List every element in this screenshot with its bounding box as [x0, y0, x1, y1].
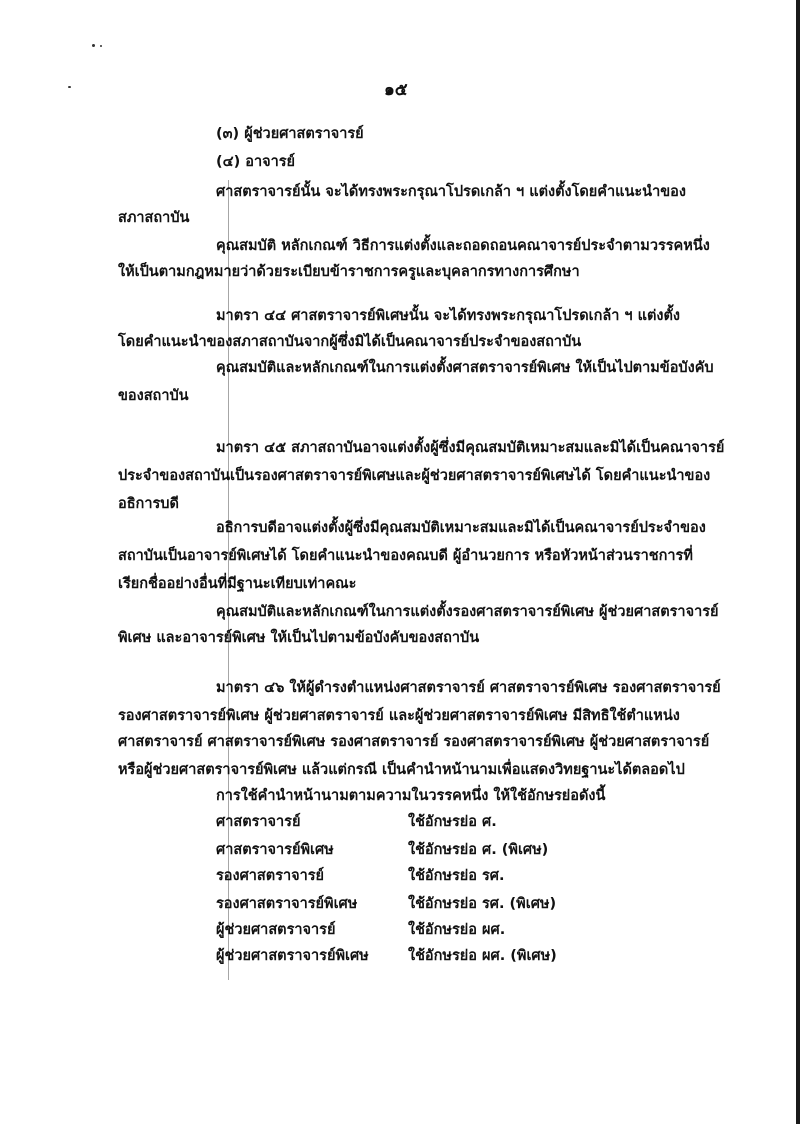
paragraph-line: ศาสตราจารย์นั้น จะได้ทรงพระกรุณาโปรดเกล้า ฯ แต่งตั้งโดยคำแนะนำของ: [216, 184, 686, 200]
abbr-title: รองศาสตราจารย์พิเศษ: [216, 896, 358, 912]
section-45-line: มาตรา ๔๕ สภาสถาบันอาจแต่งตั้งผู้ซึ่งมีคุณสมบัติเหมาะสมและมิได้เป็นคณาจารย์: [216, 440, 725, 456]
paragraph-line: ของสถาบัน: [118, 388, 189, 404]
paragraph-line: ให้เป็นตามกฎหมายว่าด้วยระเบียบข้าราชการครูและบุคลากรทางการศึกษา: [118, 264, 580, 280]
paragraph-line: พิเศษ และอาจารย์พิเศษ ให้เป็นไปตามข้อบังคับของสถาบัน: [118, 630, 480, 646]
paragraph-line: การใช้คำนำหน้านามตามความในวรรคหนึ่ง ให้ใช้อักษรย่อดังนี้: [216, 788, 606, 804]
abbr-value: ใช้อักษรย่อ ศ.: [408, 814, 497, 830]
abbr-title: ศาสตราจารย์พิเศษ: [216, 842, 334, 858]
list-item-3: (๓) ผู้ช่วยศาสตราจารย์: [216, 126, 364, 142]
paragraph-line: สถาบันเป็นอาจารย์พิเศษได้ โดยคำแนะนำของคณบดี ผู้อำนวยการ หรือหัวหน้าส่วนราชการที่: [118, 548, 693, 564]
abbr-value: ใช้อักษรย่อ ศ. (พิเศษ): [408, 842, 549, 858]
paragraph-line: รองศาสตราจารย์พิเศษ ผู้ช่วยศาสตราจารย์ และผู้ช่วยศาสตราจารย์พิเศษ มีสิทธิใช้ตำแหน่ง: [118, 708, 680, 724]
abbr-title: ผู้ช่วยศาสตราจารย์พิเศษ: [216, 948, 369, 964]
paragraph-line: สภาสถาบัน: [118, 210, 190, 226]
abbr-title: รองศาสตราจารย์: [216, 868, 325, 884]
paragraph-line: คุณสมบัติและหลักเกณฑ์ในการแต่งตั้งศาสตราจารย์พิเศษ ให้เป็นไปตามข้อบังคับ: [216, 360, 714, 376]
paragraph-line: เรียกชื่ออย่างอื่นที่มีฐานะเทียบเท่าคณะ: [118, 576, 357, 592]
paragraph-line: คุณสมบัติ หลักเกณฑ์ วิธีการแต่งตั้งและถอดถอนคณาจารย์ประจำตามวรรคหนึ่ง: [216, 238, 710, 254]
section-46-line: มาตรา ๔๖ ให้ผู้ดำรงตำแหน่งศาสตราจารย์ ศาสตราจารย์พิเศษ รองศาสตราจารย์: [216, 680, 721, 696]
scan-edge: [796, 0, 800, 1124]
abbr-value: ใช้อักษรย่อ รศ. (พิเศษ): [408, 896, 557, 912]
paragraph-line: หรือผู้ช่วยศาสตราจารย์พิเศษ แล้วแต่กรณี เป็นคำนำหน้านามเพื่อแสดงวิทยฐานะได้ตลอดไป: [118, 762, 685, 778]
paragraph-line: อธิการบดีอาจแต่งตั้งผู้ซึ่งมีคุณสมบัติเหมาะสมและมิได้เป็นคณาจารย์ประจำของ: [216, 520, 706, 536]
scan-speck: [100, 45, 102, 47]
section-44-line: มาตรา ๔๔ ศาสตราจารย์พิเศษนั้น จะได้ทรงพระกรุณาโปรดเกล้า ฯ แต่งตั้ง: [216, 308, 680, 324]
abbr-title: ผู้ช่วยศาสตราจารย์: [216, 922, 336, 938]
abbr-value: ใช้อักษรย่อ รศ.: [408, 868, 505, 884]
paragraph-line: โดยคำแนะนำของสภาสถาบันจากผู้ซึ่งมิได้เป็นคณาจารย์ประจำของสถาบัน: [118, 334, 582, 350]
abbr-value: ใช้อักษรย่อ ผศ. (พิเศษ): [408, 948, 557, 964]
abbr-value: ใช้อักษรย่อ ผศ.: [408, 922, 506, 938]
scan-speck: [68, 86, 71, 88]
paragraph-line: ศาสตราจารย์ ศาสตราจารย์พิเศษ รองศาสตราจารย์ รองศาสตราจารย์พิเศษ ผู้ช่วยศาสตราจารย์: [118, 734, 710, 750]
paragraph-line: คุณสมบัติและหลักเกณฑ์ในการแต่งตั้งรองศาสตราจารย์พิเศษ ผู้ช่วยศาสตราจารย์: [216, 604, 719, 620]
list-item-4: (๔) อาจารย์: [216, 154, 296, 170]
paragraph-line: ประจำของสถาบันเป็นรองศาสตราจารย์พิเศษและผู้ช่วยศาสตราจารย์พิเศษได้ โดยคำแนะนำของ: [118, 468, 711, 484]
abbr-title: ศาสตราจารย์: [216, 814, 301, 830]
page-number: ๑๕: [384, 80, 408, 100]
scan-speck: [92, 44, 95, 47]
paragraph-line: อธิการบดี: [118, 496, 179, 512]
